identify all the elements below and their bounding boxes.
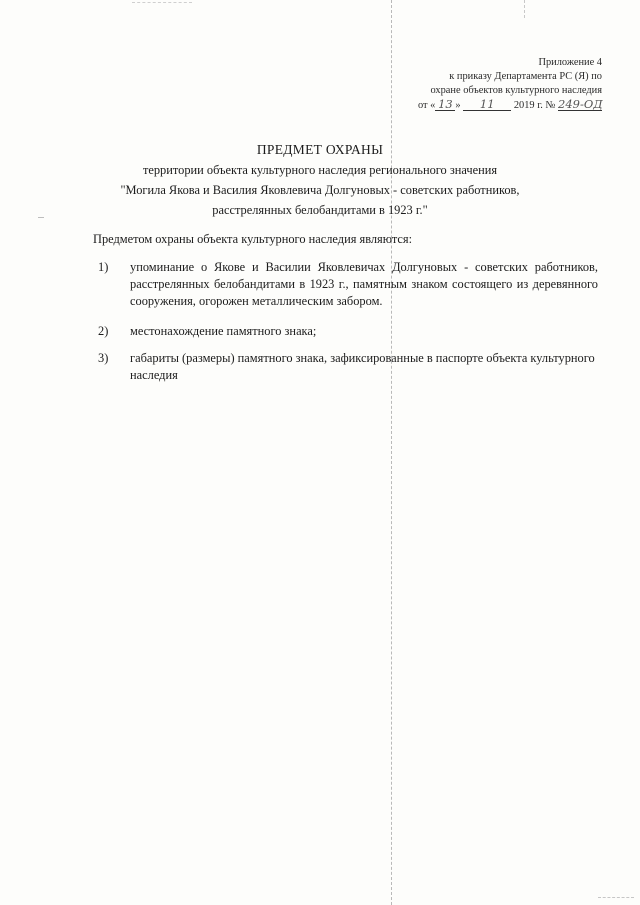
appendix-date-line (417, 96, 603, 113)
scan-fold-mark (524, 0, 525, 18)
appendix-block (418, 56, 602, 113)
handwritten-month: 11 (463, 99, 511, 111)
list-item-text: габариты (размеры) памятного знака, зафиксированные в паспорте объекта культурного наследия (130, 351, 595, 382)
scan-fold-line (391, 0, 392, 905)
list-item-number: 1) (98, 260, 109, 274)
appendix-number: Приложение 4 (538, 57, 602, 68)
date-quote-close: » (455, 99, 461, 111)
handwritten-order-number: 249-ОД (558, 96, 603, 111)
subtitle-line-2: "Могила Якова и Василия Яковлевича Долгуновых - советских работников, (120, 183, 520, 197)
date-prefix: от « (417, 99, 436, 111)
scan-speck (598, 897, 634, 899)
list-item-number: 2) (98, 324, 109, 338)
date-year: 2019 г. № (513, 99, 556, 111)
document-title: ПРЕДМЕТ ОХРАНЫ (256, 142, 384, 157)
appendix-order-ref: к приказу Департамента РС (Я) по (449, 71, 602, 83)
intro-paragraph: Предметом охраны объекта культурного наследия являются: (93, 232, 413, 246)
handwritten-day: 13 (435, 99, 455, 111)
scan-speck (132, 2, 192, 4)
subtitle-line-1: территории объекта культурного наследия регионального значения (142, 163, 498, 177)
list-item-text: местонахождение памятного знака; (130, 324, 317, 338)
appendix-department: охране объектов культурного наследия (430, 85, 602, 97)
list-item-number: 3) (98, 351, 109, 365)
list-item-text: упоминание о Якове и Василии Яковлевичах Долгуновых - советских работников, расстрелянных белобандитами в 1923 г., памятным знаком состоящего из деревянного сооружения, огорожен металлическим забором. (130, 260, 598, 308)
subtitle-line-3: расстрелянных белобандитами в 1923 г." (212, 203, 428, 217)
